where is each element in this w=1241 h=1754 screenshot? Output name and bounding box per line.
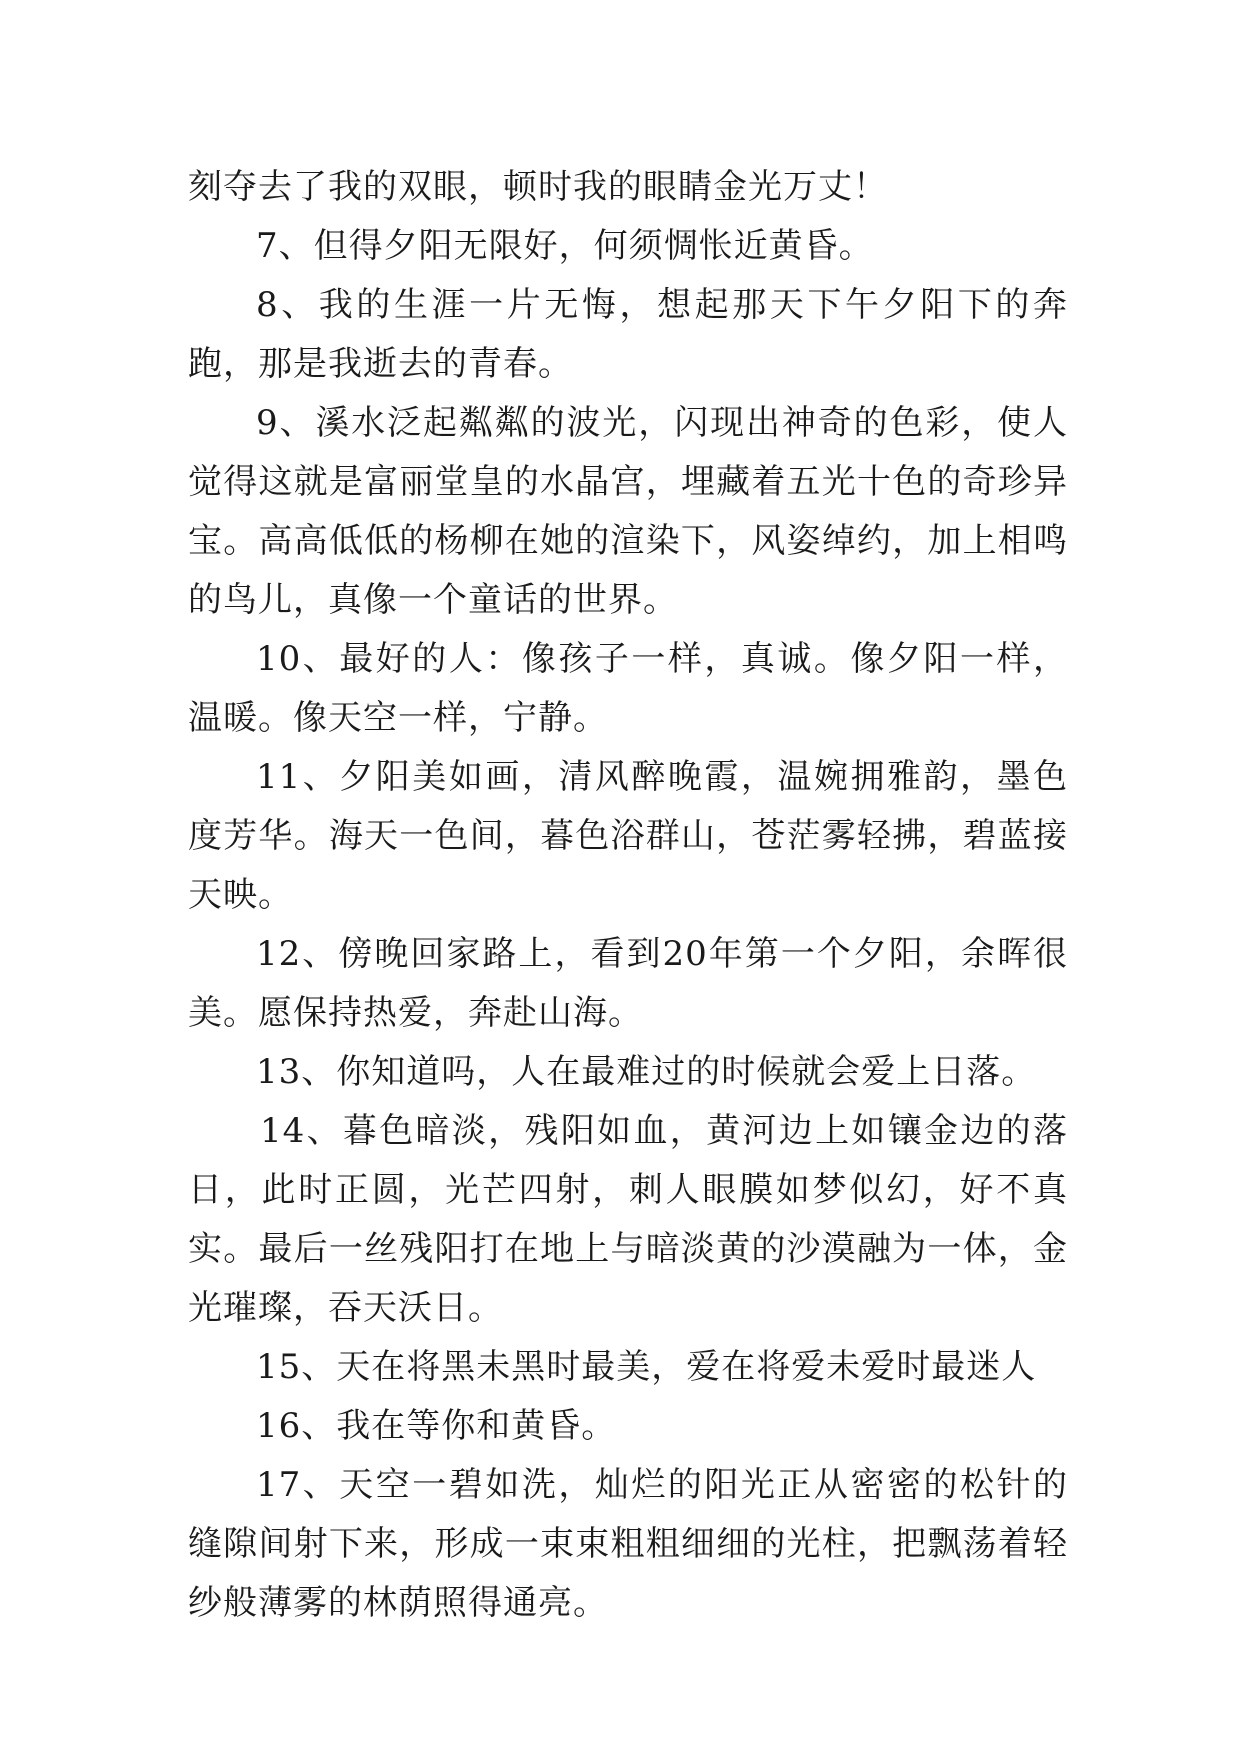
paragraph-continued: 刻夺去了我的双眼，顿时我的眼睛金光万丈！ [188,167,888,207]
paragraph-item-16: 16、我在等你和黄昏。 [256,1406,617,1446]
paragraph-item-10: 10、最好的人：像孩子一样，真诚。像夕阳一样，温暖。像天空一样，宁静。 [188,639,1068,738]
document-body [188,158,1068,1633]
paragraph-item-17: 17、天空一碧如洗，灿烂的阳光正从密密的松针的缝隙间射下来，形成一束束粗粗细细的光柱，把飘荡着轻纱般薄雾的林荫照得通亮。 [188,1465,1068,1623]
paragraph-item-13: 13、你知道吗，人在最难过的时候就会爱上日落。 [256,1052,1037,1092]
paragraph-item-11: 11、夕阳美如画，清风醉晚霞，温婉拥雅韵，墨色度芳华。海天一色间，暮色浴群山，苍茫雾轻拂，碧蓝接天映。 [188,757,1068,915]
paragraph-item-15: 15、天在将黑未黑时最美，爱在将爱未爱时最迷人 [256,1347,1037,1387]
paragraph-item-8: 8、我的生涯一片无悔，想起那天下午夕阳下的奔跑，那是我逝去的青春。 [188,285,1068,384]
paragraph-item-7: 7、但得夕阳无限好，何须惆怅近黄昏。 [256,226,874,266]
paragraph-item-9: 9、溪水泛起粼粼的波光，闪现出神奇的色彩，使人觉得这就是富丽堂皇的水晶宫，埋藏着五光十色的奇珍异宝。高高低低的杨柳在她的渲染下，风姿绰约，加上相鸣的鸟儿，真像一个童话的世界。 [188,403,1068,620]
paragraph-item-14: 14、暮色暗淡，残阳如血，黄河边上如镶金边的落日，此时正圆，光芒四射，刺人眼膜如梦似幻，好不真实。最后一丝残阳打在地上与暗淡黄的沙漠融为一体，金光璀璨，吞天沃日。 [188,1111,1068,1328]
paragraph-item-12: 12、傍晚回家路上，看到20年第一个夕阳，余晖很美。愿保持热爱，奔赴山海。 [188,934,1068,1033]
